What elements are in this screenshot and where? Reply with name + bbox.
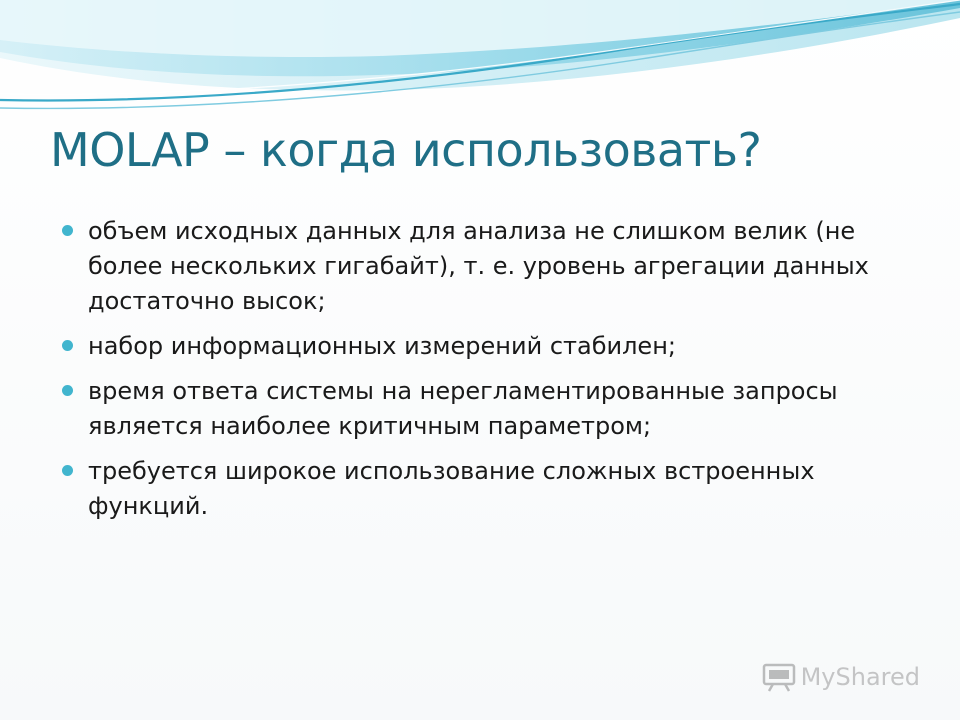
list-item xyxy=(62,454,912,524)
bullet-list xyxy=(62,214,912,534)
presentation-board-icon xyxy=(761,662,797,692)
bullet-dot-icon xyxy=(62,385,73,396)
bullet-dot-icon xyxy=(62,465,73,476)
bullet-text: объем исходных данных для анализа не слишком велик (не более нескольких гигабайт), т. е. уровень агрегации данных достаточно высок; xyxy=(88,217,869,315)
list-item xyxy=(62,374,912,444)
bullet-dot-icon xyxy=(62,340,73,351)
bullet-text: требуется широкое использование сложных встроенных функций. xyxy=(88,457,815,520)
header-wave-decoration xyxy=(0,0,960,120)
watermark-logo xyxy=(761,662,920,692)
slide-title: MOLAP – когда использовать? xyxy=(50,123,762,177)
list-item xyxy=(62,329,912,364)
bullet-text: набор информационных измерений стабилен; xyxy=(88,332,676,360)
watermark-text: MyShared xyxy=(800,663,920,691)
bullet-text: время ответа системы на нерегламентированные запросы является наиболее критичным параметром; xyxy=(88,377,838,440)
list-item xyxy=(62,214,912,319)
bullet-dot-icon xyxy=(62,225,73,236)
